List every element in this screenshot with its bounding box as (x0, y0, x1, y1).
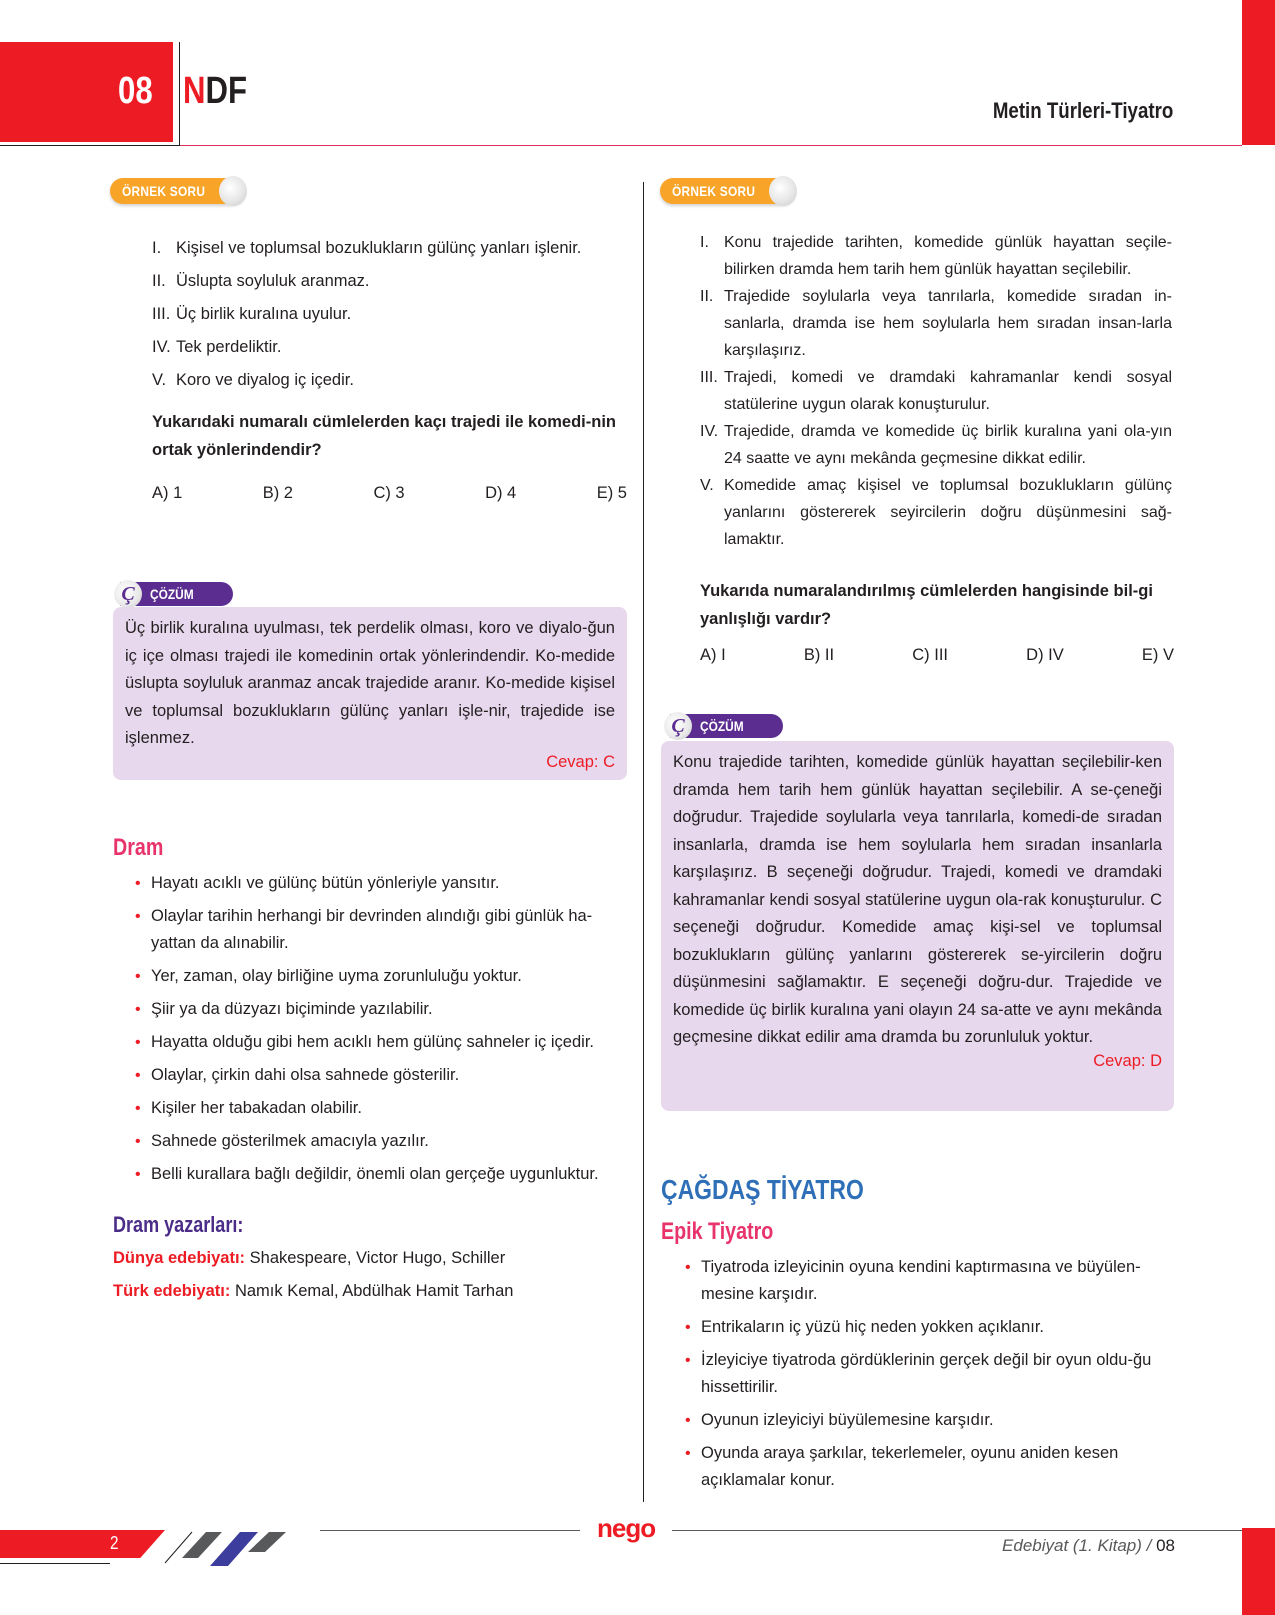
cagdas-tiyatro-heading: ÇAĞDAŞ TİYATRO (661, 1174, 864, 1205)
answer-option: E) V (1141, 646, 1174, 664)
bullet-item (135, 903, 630, 957)
bullet-item (135, 1095, 630, 1122)
bullet-text: Sahnede gösterilmek amacıyla yazılır. (151, 1132, 429, 1150)
header-side-bar (1242, 0, 1275, 145)
bullet-text: Belli kurallara bağlı değildir, önemli olan gerçeğe uygunluktur. (151, 1165, 599, 1183)
publisher-logo-text: nego (597, 1513, 656, 1543)
bullet-text: Yer, zaman, olay birliğine uyma zorunluluğu yoktur. (151, 967, 522, 985)
question2-statements (700, 229, 1172, 553)
header-rule-red (180, 145, 1242, 146)
unit-number: 08 (118, 70, 153, 112)
example-question-badge (110, 178, 245, 204)
header-rule-dark (0, 145, 180, 146)
statement-text: Tek perdeliktir. (176, 338, 282, 356)
bullet-dot-icon: • (685, 1352, 691, 1369)
dram-writers (113, 1242, 623, 1308)
badge-label: ÖRNEK SORU (122, 183, 206, 199)
footer-side-bar (1242, 1528, 1275, 1615)
bullet-dot-icon: • (135, 1001, 141, 1018)
statement-row (152, 331, 622, 364)
bullet-dot-icon: • (135, 875, 141, 892)
statement-text: Trajedi, komedi ve dramdaki kahramanlar kendi sosyal statülerine uygun olarak konuşturulur. (724, 369, 1172, 413)
bullet-item (685, 1254, 1175, 1308)
bullet-dot-icon: • (135, 1034, 141, 1051)
statement-text: Trajedide, dramda ve komedide üç birlik kuralına yani ola-yın 24 saatte ve aynı mekânda geçmesine dikkat edilir. (724, 423, 1172, 467)
answer-option: B) 2 (262, 484, 293, 502)
bullet-item (135, 1128, 630, 1155)
solution2-box (661, 741, 1174, 1111)
statement-row (700, 283, 1172, 364)
brand-rest: DF (205, 70, 248, 112)
statement-row (152, 298, 622, 331)
statement-number: V. (152, 371, 167, 389)
bullet-dot-icon: • (135, 1067, 141, 1084)
answer-option: A) 1 (152, 484, 183, 502)
bullet-text: Hayatta olduğu gibi hem acıklı hem gülünç sahneler iç içedir. (151, 1033, 594, 1051)
statement-text: Konu trajedide tarihten, komedide günlük hayattan seçile-bilirken dramda hem tarih hem günlük hayattan seçilebilir. (724, 234, 1172, 278)
footer-rule-right (672, 1530, 1242, 1531)
statement-row (700, 229, 1172, 283)
statement-number: I. (700, 234, 709, 251)
answer-option: A) I (700, 646, 726, 664)
statement-number: V. (700, 477, 714, 494)
statement-number: IV. (152, 338, 171, 356)
writer-row (113, 1275, 623, 1308)
question1-options (152, 484, 627, 503)
epik-tiyatro-heading: Epik Tiyatro (661, 1218, 774, 1245)
badge-label: ÖRNEK SORU (672, 183, 756, 199)
writer-row (113, 1242, 623, 1275)
bullet-item (135, 1029, 630, 1056)
question1-prompt: Yukarıdaki numaralı cümlelerden kaçı trajedi ile komedi-nin ortak yönlerindendir? (152, 413, 617, 459)
header-divider (179, 42, 180, 146)
bullet-dot-icon: • (685, 1259, 691, 1276)
answer-option: D) IV (1026, 646, 1064, 664)
statement-number: III. (700, 369, 718, 386)
cozum-c-icon: Ç (114, 580, 142, 608)
statement-number: II. (152, 272, 166, 290)
edition-page: 08 (1156, 1536, 1175, 1555)
bullet-text: Oyunda araya şarkılar, tekerlemeler, oyunu aniden kesen açıklamalar konur. (701, 1444, 1119, 1489)
edition-label: Edebiyat (1. Kitap) / (1002, 1536, 1152, 1555)
bullet-item (135, 963, 630, 990)
writer-names: Shakespeare, Victor Hugo, Schiller (249, 1249, 506, 1267)
statement-number: IV. (700, 423, 719, 440)
bullet-text: Olaylar, çirkin dahi olsa sahnede gösterilir. (151, 1066, 460, 1084)
statement-number: I. (152, 239, 162, 257)
question1-statements (152, 232, 622, 397)
brand-logo (183, 70, 247, 113)
statement-text: Trajedide soylularla veya tanrılarla, komedide sıradan in-sanlarla, dramda ise hem soylularla hem sıradan insan-larla karşılaşırız. (724, 288, 1172, 359)
statement-text: Koro ve diyalog iç içedir. (176, 371, 354, 389)
brand-initial: N (183, 70, 206, 112)
answer-option: E) 5 (596, 484, 627, 502)
footer-underline (0, 1563, 110, 1564)
question2-prompt: Yukarıda numaralandırılmış cümlelerden hangisinde bil-gi yanlışlığı vardır? (700, 582, 1153, 628)
badge-knob-icon (219, 176, 247, 206)
cozum-c-icon: Ç (664, 712, 692, 740)
statement-text: Komedide amaç kişisel ve toplumsal bozuklukların gülünç yanlarını göstererek seyircilerin doğru düşünmesini sağ-lamaktır. (724, 477, 1172, 548)
bullet-text: Şiir ya da düzyazı biçiminde yazılabilir. (151, 1000, 433, 1018)
statement-text: Kişisel ve toplumsal bozuklukların gülünç yanları işlenir. (176, 239, 582, 257)
answer-option: D) 4 (485, 484, 517, 502)
bullet-dot-icon: • (685, 1319, 691, 1336)
badge-knob-icon (769, 176, 797, 206)
bullet-dot-icon: • (135, 1166, 141, 1183)
bullet-item (135, 870, 630, 897)
page-number: 2 (110, 1533, 119, 1553)
statement-row (152, 265, 622, 298)
statement-row (700, 418, 1172, 472)
bullet-item (685, 1407, 1175, 1434)
dram-bullets (135, 870, 630, 1194)
bullet-item (685, 1314, 1175, 1341)
writer-names: Namık Kemal, Abdülhak Hamit Tarhan (234, 1282, 514, 1300)
statement-row (152, 364, 622, 397)
column-divider (643, 182, 644, 1502)
bullet-dot-icon: • (685, 1445, 691, 1462)
bullet-item (685, 1347, 1175, 1401)
bullet-text: Hayatı acıklı ve gülünç bütün yönleriyle yansıtır. (151, 874, 500, 892)
solution1-box (113, 607, 627, 780)
bullet-dot-icon: • (135, 908, 141, 925)
writer-label: Türk edebiyatı: (113, 1282, 231, 1300)
epik-bullets (685, 1254, 1175, 1500)
dram-writers-heading: Dram yazarları: (113, 1212, 244, 1237)
bullet-item (135, 1062, 630, 1089)
statement-text: Üç birlik kuralına uyulur. (176, 305, 352, 323)
solution1-text: Üç birlik kuralına uyulması, tek perdelik olması, koro ve diyalo-ğun iç içe olması trajedi ile komedinin ortak yönlerindendir. Ko-medide üslupta soyluluk aranmaz ancak trajedide aranır. Ko-medide kişisel ve toplumsal bozuklukların gülünç yanları işle-nir, trajedide ise işlenmez. (125, 619, 615, 747)
statement-row (700, 472, 1172, 553)
answer-option: C) III (912, 646, 948, 664)
bullet-dot-icon: • (135, 1133, 141, 1150)
bullet-text: Entrikaların iç yüzü hiç neden yokken açıklanır. (701, 1318, 1045, 1336)
solution2-answer: Cevap: D (1093, 1051, 1162, 1070)
book-edition (1002, 1536, 1175, 1556)
bullet-item (685, 1440, 1175, 1494)
bullet-text: Olaylar tarihin herhangi bir devrinden alındığı gibi günlük ha-yattan da alınabilir. (151, 907, 593, 952)
bullet-text: Kişiler her tabakadan olabilir. (151, 1099, 362, 1117)
statement-number: III. (152, 305, 171, 323)
writer-label: Dünya edebiyatı: (113, 1249, 246, 1267)
answer-option: B) II (803, 646, 835, 664)
solution-badge (120, 582, 233, 606)
badge-label: ÇÖZÜM (150, 586, 194, 602)
statement-text: Üslupta soyluluk aranmaz. (176, 272, 370, 290)
section-title: Metin Türleri-Tiyatro (992, 98, 1173, 123)
question2-options (700, 646, 1174, 665)
bullet-item (135, 996, 630, 1023)
publisher-logo (597, 1513, 667, 1549)
solution2-text: Konu trajedide tarihten, komedide günlük hayattan seçilebilir-ken dramda hem tarih hem günlük hayattan seçilebilir. A se-çeneği doğrudur. Trajedide soylularla veya tanrılarla, komedi-de sıradan insanlarla, dramda ise hem soylularla hem sıradan insanlarla karşılaşırız. B seçeneği doğrudur. Trajedi, komedi ve dramdaki kahramanlar kendi sosyal statülerine uygun ola-rak konuşturulur. C seçeneği doğrudur. Komedide amaç kişi-sel ve toplumsal bozuklukların gülünç yanlarını göstererek se-yircilerin doğru düşünmesini sağlamaktır. E seçeneği doğru-dur. Trajedide ve komedide üç birlik kuralına yani olayın 24 sa-atte ve aynı mekânda geçmesine dikkat edilir ama dramda bu zorunluluk yoktur. (673, 753, 1162, 1046)
badge-label: ÇÖZÜM (700, 718, 744, 734)
statement-number: II. (700, 288, 714, 305)
footer-rule-left (320, 1530, 580, 1531)
bullet-dot-icon: • (135, 968, 141, 985)
answer-option: C) 3 (373, 484, 405, 502)
bullet-text: İzleyiciye tiyatroda gördüklerinin gerçek değil bir oyun oldu-ğu hissettirilir. (701, 1351, 1152, 1396)
bullet-dot-icon: • (135, 1100, 141, 1117)
bullet-item (135, 1161, 630, 1188)
statement-row (152, 232, 622, 265)
solution-badge-2 (670, 714, 783, 738)
bullet-text: Tiyatroda izleyicinin oyuna kendini kaptırmasına ve büyülen-mesine karşıdır. (701, 1258, 1141, 1303)
dram-heading: Dram (113, 834, 164, 861)
example-question-badge-2 (660, 178, 795, 204)
statement-row (700, 364, 1172, 418)
bullet-dot-icon: • (685, 1412, 691, 1429)
footer-stripes-icon (110, 1530, 320, 1566)
solution1-answer: Cevap: C (546, 752, 615, 771)
bullet-text: Oyunun izleyiciyi büyülemesine karşıdır. (701, 1411, 994, 1429)
